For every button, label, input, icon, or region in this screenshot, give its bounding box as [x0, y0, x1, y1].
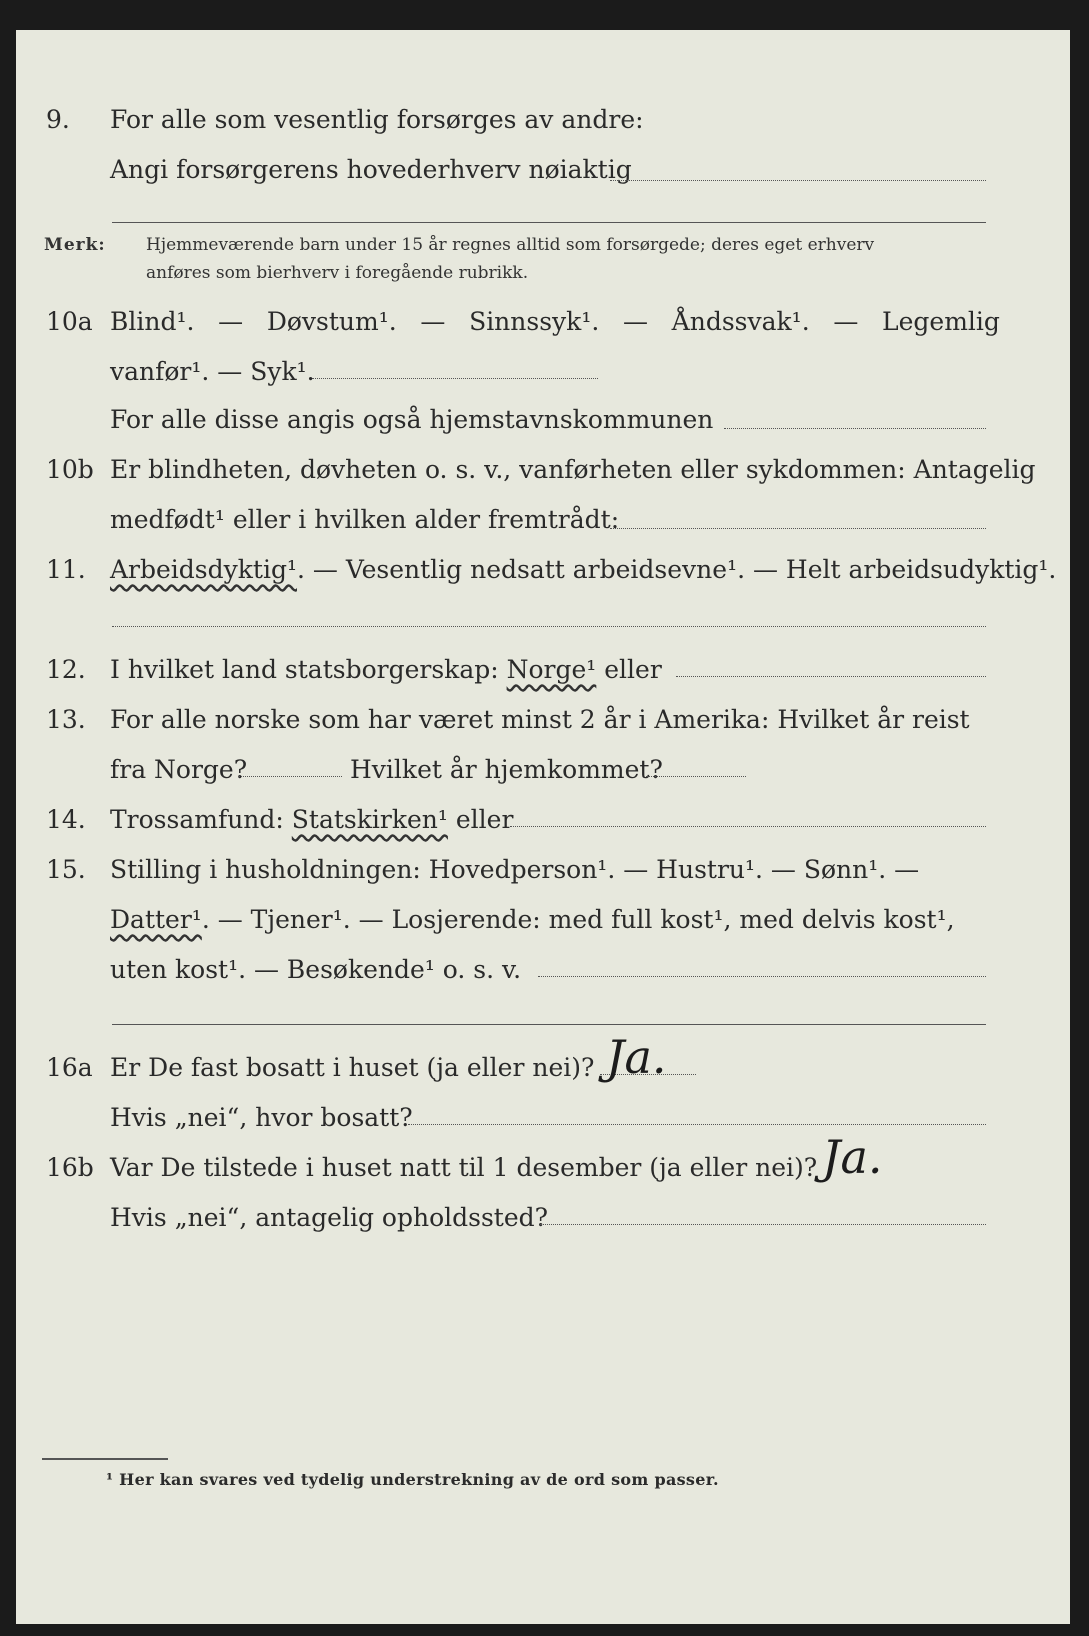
- q15-answer-field[interactable]: [538, 976, 986, 977]
- q12-answer-field[interactable]: [676, 676, 986, 677]
- q15-datter-option[interactable]: Datter¹: [110, 905, 202, 934]
- footnote: ¹ Her kan svares ved tydelig understrekning av de ord som passer.: [106, 1470, 719, 1489]
- q13-number: 13.: [46, 705, 86, 734]
- q10a-andssvak[interactable]: Åndssvak¹.: [671, 307, 810, 336]
- q13-line2: [16, 750, 1070, 790]
- q10a-number: 10a: [46, 307, 93, 336]
- q10a-vanfor-syk[interactable]: vanfør¹. — Syk¹.: [110, 357, 315, 386]
- q14-answer-field[interactable]: [510, 826, 986, 827]
- q16b-followup-field[interactable]: [540, 1224, 986, 1225]
- q10a-dovstum[interactable]: Døvstum¹.: [266, 307, 397, 336]
- q11-other-options[interactable]: . — Vesentlig nedsatt arbeidsevne¹. — Helt arbeidsudyktig¹.: [296, 555, 1057, 584]
- q15-number: 15.: [46, 855, 86, 884]
- q10a-line2: [16, 352, 1070, 392]
- q15-line2: [16, 900, 1070, 940]
- q9-question: Angi forsørgerens hovederhverv nøiaktig: [110, 155, 632, 184]
- q10a-hjemstavn: For alle disse angis også hjemstavnskommunen: [110, 405, 714, 434]
- q14-statskirken-option[interactable]: Statskirken¹: [291, 805, 448, 834]
- q11-answer-line[interactable]: [112, 626, 986, 627]
- q14-eller: eller: [455, 805, 514, 834]
- q14-number: 14.: [46, 805, 86, 834]
- q14-question: Trossamfund:: [110, 805, 284, 834]
- q9-number: 9.: [46, 105, 70, 134]
- q10a-hjemstavn-field[interactable]: [724, 428, 986, 429]
- q10a-dash: —: [833, 307, 859, 336]
- q10b-line2: [16, 500, 1070, 540]
- q12-line: [16, 650, 1070, 690]
- q16a-question: Er De fast bosatt i huset (ja eller nei)?: [110, 1053, 595, 1082]
- q13-reist-question: fra Norge?: [110, 755, 248, 784]
- q16a-followup-field[interactable]: [408, 1124, 986, 1125]
- q10a-blind[interactable]: Blind¹.: [110, 307, 195, 336]
- q9-second-answer-line[interactable]: [112, 222, 986, 223]
- q9-line2: [16, 150, 1070, 190]
- q10a-line1: [16, 302, 1070, 342]
- q10a-dash: —: [420, 307, 446, 336]
- q12-number: 12.: [46, 655, 86, 684]
- q9-text: For alle som vesentlig forsørges av andre:: [110, 105, 644, 134]
- q12-norge-option[interactable]: Norge¹: [506, 655, 597, 684]
- merk-label: Merk:: [44, 235, 106, 255]
- q13-hjemkommet-field[interactable]: [646, 776, 746, 777]
- q10b-number: 10b: [46, 455, 94, 484]
- q15-line3-text[interactable]: uten kost¹. — Besøkende¹ o. s. v.: [110, 955, 522, 984]
- q10b-answer-field[interactable]: [610, 528, 986, 529]
- census-form-page: [16, 30, 1070, 1624]
- q13-text: For alle norske som har været minst 2 år i Amerika: Hvilket år reist: [110, 705, 970, 734]
- q9-answer-field[interactable]: [610, 180, 986, 181]
- q10a-sinnssyk[interactable]: Sinnssyk¹.: [469, 307, 600, 336]
- q16b-followup: Hvis „nei“, antagelig opholdssted?: [110, 1203, 549, 1232]
- q16a-line1: [16, 1048, 1070, 1088]
- q12-question: I hvilket land statsborgerskap:: [110, 655, 499, 684]
- q10b-question: medfødt¹ eller i hvilken alder fremtrådt:: [110, 505, 620, 534]
- merk-line2: anføres som bierhverv i foregående rubrikk.: [146, 263, 529, 283]
- q10b-text: Er blindheten, døvheten o. s. v., vanførheten eller sykdommen: Antagelig: [110, 455, 1036, 484]
- q15-text[interactable]: Stilling i husholdningen: Hovedperson¹. — Hustru¹. — Sønn¹. —: [110, 855, 920, 884]
- q10a-syk-field[interactable]: [312, 378, 598, 379]
- q10a-legemlig[interactable]: Legemlig: [882, 307, 1000, 336]
- merk-line1: Hjemmeværende barn under 15 år regnes alltid som forsørgede; deres eget erhverv: [146, 235, 875, 255]
- q11-number: 11.: [46, 555, 86, 584]
- q13-line1: [16, 700, 1070, 740]
- q16a-number: 16a: [46, 1053, 93, 1082]
- q10b-line1: [16, 450, 1070, 490]
- q15-other-options[interactable]: . — Tjener¹. — Losjerende: med full kost¹, med delvis kost¹,: [201, 905, 955, 934]
- q16b-line1: [16, 1148, 1070, 1188]
- q16a-line2: [16, 1098, 1070, 1138]
- q12-eller: eller: [604, 655, 662, 684]
- q15-line1: [16, 850, 1070, 890]
- q10a-dash: —: [622, 307, 648, 336]
- q15-second-answer-line[interactable]: [112, 1024, 986, 1025]
- q10a-line3: [16, 400, 1070, 440]
- q16a-followup: Hvis „nei“, hvor bosatt?: [110, 1103, 413, 1132]
- q16a-handwritten-answer: Ja.: [606, 1030, 667, 1084]
- q11-line: [16, 550, 1070, 590]
- q13-reist-field[interactable]: [238, 776, 342, 777]
- q16b-line2: [16, 1198, 1070, 1238]
- q14-line: [16, 800, 1070, 840]
- q15-line3: [16, 950, 1070, 990]
- q16b-question: Var De tilstede i huset natt til 1 desember (ja eller nei)?: [110, 1153, 818, 1182]
- q9-line1: [16, 100, 1070, 140]
- q13-hjemkommet-question: Hvilket år hjemkommet?: [350, 755, 663, 784]
- footnote-rule: [42, 1458, 168, 1460]
- q16b-number: 16b: [46, 1153, 94, 1182]
- q11-arbeidsdyktig-option[interactable]: Arbeidsdyktig¹: [110, 555, 297, 584]
- q10a-dash: —: [218, 307, 244, 336]
- q16b-handwritten-answer: Ja.: [822, 1130, 883, 1184]
